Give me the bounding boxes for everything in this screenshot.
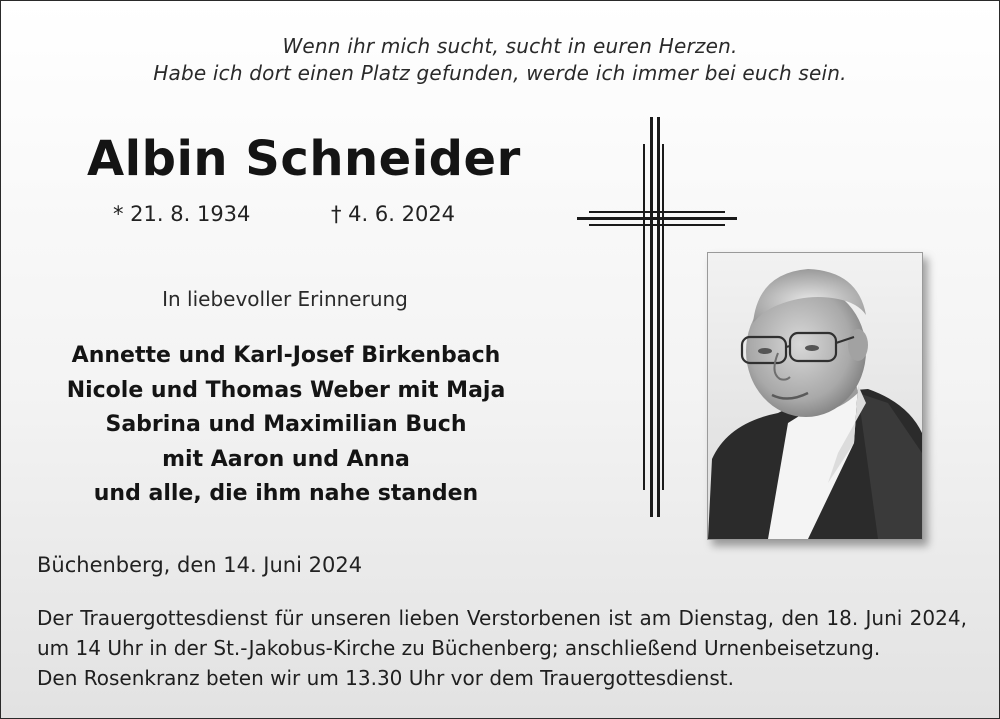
family-list xyxy=(41,339,531,512)
place-and-date: Büchenberg, den 14. Juni 2024 xyxy=(37,553,363,577)
notice-word: Verstorbenen xyxy=(466,606,601,630)
death-date: † 4. 6. 2024 xyxy=(331,202,456,226)
notice-word: Juni xyxy=(865,606,903,630)
notice-line-3: Den Rosenkranz beten wir um 13.30 Uhr vor dem Trauergottesdienst. xyxy=(37,666,734,690)
notice-word: 2024, xyxy=(909,606,967,630)
notice-word: lieben xyxy=(398,606,460,630)
verse-line-2: Habe ich dort einen Platz gefunden, werde ich immer bei euch sein. xyxy=(153,61,847,85)
family-line: und alle, die ihm nahe standen xyxy=(93,481,479,506)
notice-word: Der xyxy=(37,606,73,630)
family-line: Sabrina und Maximilian Buch xyxy=(105,412,467,437)
family-line: Annette und Karl-Josef Birkenbach xyxy=(71,343,501,368)
notice-word: unseren xyxy=(310,606,392,630)
family-line: Nicole und Thomas Weber mit Maja xyxy=(66,377,506,403)
deceased-name: Albin Schneider xyxy=(87,131,521,187)
notice-word: ist xyxy=(608,606,633,630)
funeral-notice xyxy=(37,603,967,693)
memory-line: In liebevoller Erinnerung xyxy=(162,287,408,311)
notice-word: Trauergottesdienst xyxy=(80,606,268,630)
notice-word: für xyxy=(275,606,303,630)
notice-word: am xyxy=(639,606,672,630)
birth-date: * 21. 8. 1934 xyxy=(113,202,251,226)
verse-line-1: Wenn ihr mich sucht, sucht in euren Herzen. xyxy=(282,34,738,58)
notice-line-2: um 14 Uhr in der St.-Jakobus-Kirche zu Büchenberg; anschließend Urnenbeisetzung. xyxy=(37,636,881,660)
notice-word: den xyxy=(781,606,820,630)
notice-word: 18. xyxy=(826,606,859,630)
notice-word: Dienstag, xyxy=(678,606,775,630)
notice-line-1 xyxy=(37,603,967,633)
portrait-photo xyxy=(707,252,923,540)
family-line: mit Aaron und Anna xyxy=(162,446,410,472)
